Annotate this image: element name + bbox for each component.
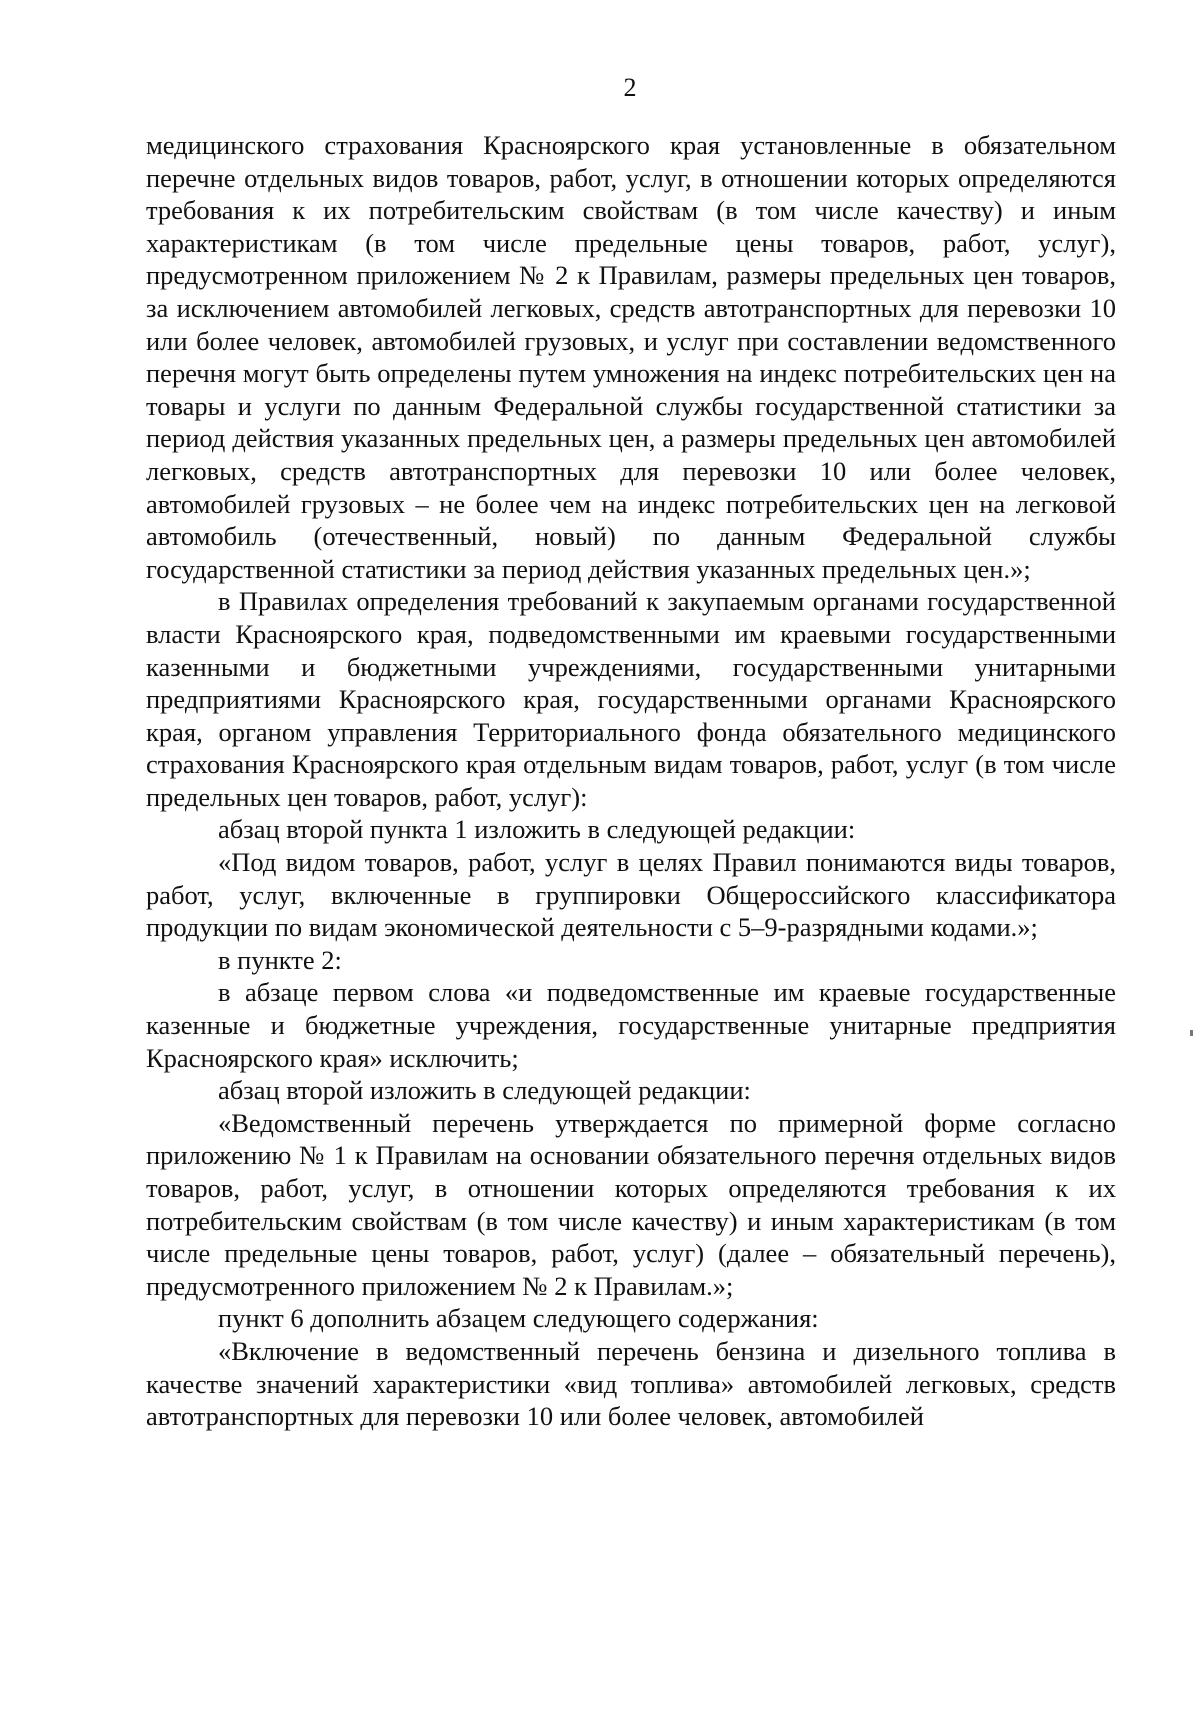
paragraph-item-2-first: в абзаце первом слова «и подведомственные им краевые государственные казенные и бюджетные учреждения, государственные унитарные предприятия Красноярского края» исключить; bbox=[146, 977, 1116, 1073]
scan-margin-mark bbox=[1190, 1030, 1193, 1036]
paragraph-item-6-heading: пункт 6 дополнить абзацем следующего содержания: bbox=[218, 1303, 819, 1334]
page-number: 2 bbox=[623, 73, 637, 102]
document-body bbox=[146, 129, 1116, 1433]
paragraph-item-1-text: «Под видом товаров, работ, услуг в целях Правил понимаются виды товаров, работ, услуг, включенные в группировки Общероссийского классификатора продукции по видам экономической деятельности с 5–9-разрядными кодами.»; bbox=[146, 847, 1116, 943]
paragraph-item-2-second-text: «Ведомственный перечень утверждается по примерной форме согласно приложению № 1 к Правилам на основании обязательного перечня отдельных видов товаров, работ, услуг, в отношении которых определяются требования к их потребительским свойствам (в том числе качеству) и иным характеристикам (в том числе предельные цены товаров, работ, услуг) (далее – обязательный перечень), предусмотренного приложением № 2 к Правилам.»; bbox=[146, 1107, 1116, 1301]
paragraph-item-2-heading: в пункте 2: bbox=[218, 944, 342, 975]
paragraph-item-2-second-heading: абзац второй изложить в следующей редакции: bbox=[218, 1075, 751, 1106]
paragraph-continuation: медицинского страхования Красноярского края установленные в обязательном перечне отдельных видов товаров, работ, услуг, в отношении которых определяются требования к их потребительским свойствам (в том числе качеству) и иным характеристикам (в том числе предельные цены товаров, работ, услуг), предусмотренном приложением № 2 к Правилам, размеры предельных цен товаров, за исключением автомобилей легковых, средств автотранспортных для перевозки 10 или более человек, автомобилей грузовых, и услуг при составлении ведомственного перечня могут быть определены путем умножения на индекс потребительских цен на товары и услуги по данным Федеральной службы государственной статистики за период действия указанных предельных цен, а размеры предельных цен автомобилей легковых, средств автотранспортных для перевозки 10 или более человек, автомобилей грузовых – не более чем на индекс потребительских цен на легковой автомобиль (отечественный, новый) по данным Федеральной службы государственной статистики за период действия указанных предельных цен.»; bbox=[146, 130, 1116, 584]
paragraph-item-1-heading: абзац второй пункта 1 изложить в следующей редакции: bbox=[218, 814, 856, 845]
paragraph-item-6-text: «Включение в ведомственный перечень бензина и дизельного топлива в качестве значений характеристики «вид топлива» автомобилей легковых, средств автотранспортных для перевозки 10 или более человек, автомобилей bbox=[146, 1335, 1116, 1432]
paragraph-rules-intro: в Правилах определения требований к закупаемым органами государственной власти Красноярского края, подведомственными им краевыми государственными казенными и бюджетными учреждениями, государственными унитарными предприятиями Красноярского края, государственными органами Красноярского края, органом управления Территориального фонда обязательного медицинского страхования Красноярского края отдельным видам товаров, работ, услуг (в том числе предельных цен товаров, работ, услуг): bbox=[146, 586, 1116, 812]
